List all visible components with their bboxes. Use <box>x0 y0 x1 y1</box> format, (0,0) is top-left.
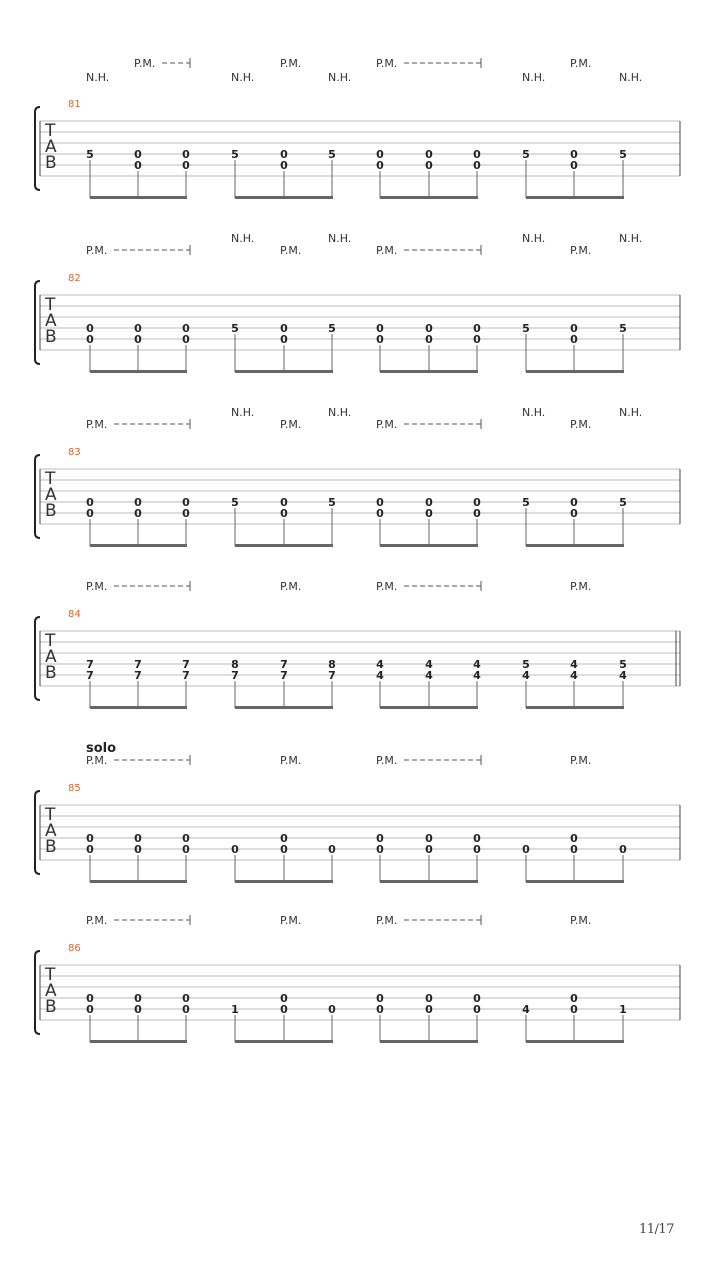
fret-number: 0 <box>425 1003 433 1016</box>
natural-harmonic-mark: N.H. <box>619 71 643 84</box>
palm-mute-mark: P.M. <box>376 914 398 927</box>
fret-number: 0 <box>134 159 142 172</box>
fret-number: 0 <box>182 992 190 1005</box>
fret-number: 4 <box>619 669 627 682</box>
fret-number: 4 <box>473 669 481 682</box>
fret-number: 7 <box>280 669 288 682</box>
fret-number: 0 <box>425 992 433 1005</box>
fret-number: 0 <box>231 843 239 856</box>
fret-number: 0 <box>134 322 142 335</box>
fret-number: 0 <box>376 992 384 1005</box>
fret-number: 0 <box>570 159 578 172</box>
beam <box>526 706 624 709</box>
palm-mute-mark: P.M. <box>280 580 302 593</box>
fret-number: 7 <box>231 669 239 682</box>
beam <box>380 544 478 547</box>
fret-number: 0 <box>425 507 433 520</box>
fret-number: 0 <box>280 496 288 509</box>
system-bracket <box>35 281 40 364</box>
fret-number: 0 <box>619 843 627 856</box>
fret-number: 5 <box>328 496 336 509</box>
measure-number: 81 <box>68 99 81 110</box>
measure-number: 82 <box>68 273 81 284</box>
fret-number: 0 <box>570 148 578 161</box>
tab-clef-letter: A <box>45 647 57 667</box>
fret-number: 7 <box>134 669 142 682</box>
fret-number: 0 <box>280 992 288 1005</box>
fret-number: 0 <box>134 496 142 509</box>
fret-number: 0 <box>425 832 433 845</box>
natural-harmonic-mark: N.H. <box>522 406 546 419</box>
fret-number: 0 <box>134 507 142 520</box>
fret-number: 0 <box>86 1003 94 1016</box>
fret-number: 0 <box>376 148 384 161</box>
tab-clef-letter: B <box>45 997 57 1017</box>
palm-mute-mark: P.M. <box>280 244 302 257</box>
fret-number: 5 <box>619 496 627 509</box>
beam <box>235 370 333 373</box>
fret-number: 4 <box>473 658 481 671</box>
palm-mute-mark: P.M. <box>570 580 592 593</box>
palm-mute-mark: P.M. <box>280 754 302 767</box>
fret-number: 0 <box>473 322 481 335</box>
natural-harmonic-mark: N.H. <box>328 232 352 245</box>
palm-mute-mark: P.M. <box>570 754 592 767</box>
fret-number: 0 <box>570 507 578 520</box>
fret-number: 0 <box>280 333 288 346</box>
fret-number: 0 <box>86 843 94 856</box>
beam <box>90 1040 187 1043</box>
measure-number: 86 <box>68 943 81 954</box>
fret-number: 5 <box>328 148 336 161</box>
beam <box>90 880 187 883</box>
fret-number: 0 <box>280 843 288 856</box>
fret-number: 0 <box>425 333 433 346</box>
palm-mute-mark: P.M. <box>570 57 592 70</box>
system-bracket <box>35 791 40 874</box>
fret-number: 5 <box>522 496 530 509</box>
beam <box>526 880 624 883</box>
fret-number: 5 <box>522 148 530 161</box>
natural-harmonic-mark: N.H. <box>231 232 255 245</box>
palm-mute-mark: P.M. <box>86 754 108 767</box>
palm-mute-mark: P.M. <box>376 754 398 767</box>
beam <box>235 196 333 199</box>
system-bracket <box>35 951 40 1034</box>
fret-number: 0 <box>280 148 288 161</box>
palm-mute-mark: P.M. <box>86 244 108 257</box>
fret-number: 8 <box>231 658 239 671</box>
fret-number: 7 <box>328 669 336 682</box>
tab-clef-letter: T <box>45 121 56 141</box>
section-label: solo <box>86 741 117 756</box>
fret-number: 1 <box>231 1003 239 1016</box>
fret-number: 0 <box>473 832 481 845</box>
system-bracket <box>35 107 40 190</box>
palm-mute-mark: P.M. <box>86 418 108 431</box>
natural-harmonic-mark: N.H. <box>328 406 352 419</box>
tab-clef-letter: B <box>45 327 57 347</box>
fret-number: 0 <box>570 832 578 845</box>
palm-mute-mark: P.M. <box>86 914 108 927</box>
fret-number: 5 <box>231 496 239 509</box>
fret-number: 0 <box>182 159 190 172</box>
palm-mute-mark: P.M. <box>134 57 156 70</box>
fret-number: 0 <box>86 832 94 845</box>
fret-number: 0 <box>570 1003 578 1016</box>
fret-number: 0 <box>473 507 481 520</box>
tab-clef-letter: T <box>45 805 56 825</box>
fret-number: 0 <box>473 159 481 172</box>
fret-number: 0 <box>425 496 433 509</box>
fret-number: 0 <box>570 322 578 335</box>
tab-clef-letter: T <box>45 295 56 315</box>
fret-number: 0 <box>376 843 384 856</box>
fret-number: 4 <box>570 669 578 682</box>
beam <box>235 1040 333 1043</box>
beam <box>90 544 187 547</box>
fret-number: 0 <box>328 843 336 856</box>
fret-number: 5 <box>522 322 530 335</box>
palm-mute-mark: P.M. <box>86 580 108 593</box>
beam <box>380 370 478 373</box>
fret-number: 7 <box>182 658 190 671</box>
tab-clef-letter: B <box>45 501 57 521</box>
fret-number: 4 <box>425 669 433 682</box>
beam <box>526 544 624 547</box>
fret-number: 1 <box>619 1003 627 1016</box>
fret-number: 5 <box>619 148 627 161</box>
palm-mute-mark: P.M. <box>570 914 592 927</box>
fret-number: 0 <box>425 843 433 856</box>
palm-mute-mark: P.M. <box>280 57 302 70</box>
fret-number: 0 <box>280 1003 288 1016</box>
fret-number: 0 <box>134 148 142 161</box>
page-number: 11/17 <box>639 1222 674 1237</box>
fret-number: 0 <box>570 843 578 856</box>
natural-harmonic-mark: N.H. <box>328 71 352 84</box>
fret-number: 0 <box>570 992 578 1005</box>
natural-harmonic-mark: N.H. <box>86 71 110 84</box>
fret-number: 0 <box>182 1003 190 1016</box>
fret-number: 0 <box>280 159 288 172</box>
fret-number: 0 <box>86 496 94 509</box>
fret-number: 0 <box>473 992 481 1005</box>
beam <box>90 370 187 373</box>
natural-harmonic-mark: N.H. <box>231 406 255 419</box>
measure-number: 84 <box>68 609 81 620</box>
beam <box>235 880 333 883</box>
tab-clef-letter: A <box>45 311 57 331</box>
beam <box>380 880 478 883</box>
fret-number: 0 <box>376 322 384 335</box>
tab-clef-letter: B <box>45 153 57 173</box>
fret-number: 0 <box>570 496 578 509</box>
palm-mute-mark: P.M. <box>570 418 592 431</box>
fret-number: 8 <box>328 658 336 671</box>
fret-number: 4 <box>570 658 578 671</box>
fret-number: 0 <box>376 1003 384 1016</box>
fret-number: 0 <box>86 992 94 1005</box>
fret-number: 7 <box>182 669 190 682</box>
fret-number: 4 <box>376 669 384 682</box>
fret-number: 0 <box>280 322 288 335</box>
beam <box>526 1040 624 1043</box>
tab-clef-letter: A <box>45 821 57 841</box>
beam <box>235 544 333 547</box>
palm-mute-mark: P.M. <box>280 418 302 431</box>
fret-number: 0 <box>134 832 142 845</box>
fret-number: 0 <box>570 333 578 346</box>
fret-number: 0 <box>376 159 384 172</box>
fret-number: 0 <box>182 843 190 856</box>
fret-number: 4 <box>522 669 530 682</box>
fret-number: 0 <box>182 148 190 161</box>
fret-number: 0 <box>134 1003 142 1016</box>
beam <box>526 196 624 199</box>
palm-mute-mark: P.M. <box>376 57 398 70</box>
fret-number: 5 <box>231 322 239 335</box>
fret-number: 0 <box>182 496 190 509</box>
fret-number: 5 <box>231 148 239 161</box>
measure-number: 85 <box>68 783 81 794</box>
palm-mute-mark: P.M. <box>570 244 592 257</box>
beam <box>235 706 333 709</box>
beam <box>380 706 478 709</box>
beam <box>526 370 624 373</box>
tab-clef-letter: B <box>45 663 57 683</box>
palm-mute-mark: P.M. <box>376 580 398 593</box>
tab-clef-letter: A <box>45 485 57 505</box>
beam <box>380 1040 478 1043</box>
tab-clef-letter: A <box>45 137 57 157</box>
beam <box>90 706 187 709</box>
fret-number: 0 <box>473 148 481 161</box>
fret-number: 0 <box>86 322 94 335</box>
fret-number: 0 <box>522 843 530 856</box>
palm-mute-mark: P.M. <box>280 914 302 927</box>
fret-number: 5 <box>86 148 94 161</box>
fret-number: 5 <box>619 322 627 335</box>
fret-number: 0 <box>280 832 288 845</box>
fret-number: 0 <box>425 322 433 335</box>
fret-number: 0 <box>280 507 288 520</box>
beam <box>90 196 187 199</box>
fret-number: 0 <box>376 496 384 509</box>
beam <box>380 196 478 199</box>
fret-number: 7 <box>280 658 288 671</box>
fret-number: 4 <box>425 658 433 671</box>
fret-number: 0 <box>376 507 384 520</box>
fret-number: 0 <box>473 1003 481 1016</box>
tab-clef-letter: A <box>45 981 57 1001</box>
fret-number: 0 <box>86 333 94 346</box>
tab-clef-letter: T <box>45 469 56 489</box>
fret-number: 4 <box>522 1003 530 1016</box>
tab-clef-letter: B <box>45 837 57 857</box>
fret-number: 0 <box>473 333 481 346</box>
fret-number: 0 <box>86 507 94 520</box>
fret-number: 0 <box>182 507 190 520</box>
fret-number: 0 <box>473 843 481 856</box>
natural-harmonic-mark: N.H. <box>231 71 255 84</box>
system-bracket <box>35 617 40 700</box>
fret-number: 0 <box>134 992 142 1005</box>
fret-number: 7 <box>86 669 94 682</box>
fret-number: 0 <box>134 333 142 346</box>
fret-number: 0 <box>376 832 384 845</box>
tab-clef-letter: T <box>45 631 56 651</box>
palm-mute-mark: P.M. <box>376 418 398 431</box>
fret-number: 0 <box>425 159 433 172</box>
fret-number: 7 <box>134 658 142 671</box>
fret-number: 5 <box>328 322 336 335</box>
fret-number: 7 <box>86 658 94 671</box>
system-bracket <box>35 455 40 538</box>
fret-number: 0 <box>134 843 142 856</box>
palm-mute-mark: P.M. <box>376 244 398 257</box>
fret-number: 0 <box>473 496 481 509</box>
fret-number: 0 <box>182 333 190 346</box>
natural-harmonic-mark: N.H. <box>522 232 546 245</box>
tab-clef-letter: T <box>45 965 56 985</box>
natural-harmonic-mark: N.H. <box>522 71 546 84</box>
fret-number: 4 <box>376 658 384 671</box>
fret-number: 0 <box>425 148 433 161</box>
fret-number: 0 <box>328 1003 336 1016</box>
fret-number: 0 <box>376 333 384 346</box>
fret-number: 5 <box>619 658 627 671</box>
fret-number: 0 <box>182 832 190 845</box>
fret-number: 5 <box>522 658 530 671</box>
fret-number: 0 <box>182 322 190 335</box>
natural-harmonic-mark: N.H. <box>619 232 643 245</box>
natural-harmonic-mark: N.H. <box>619 406 643 419</box>
measure-number: 83 <box>68 447 81 458</box>
